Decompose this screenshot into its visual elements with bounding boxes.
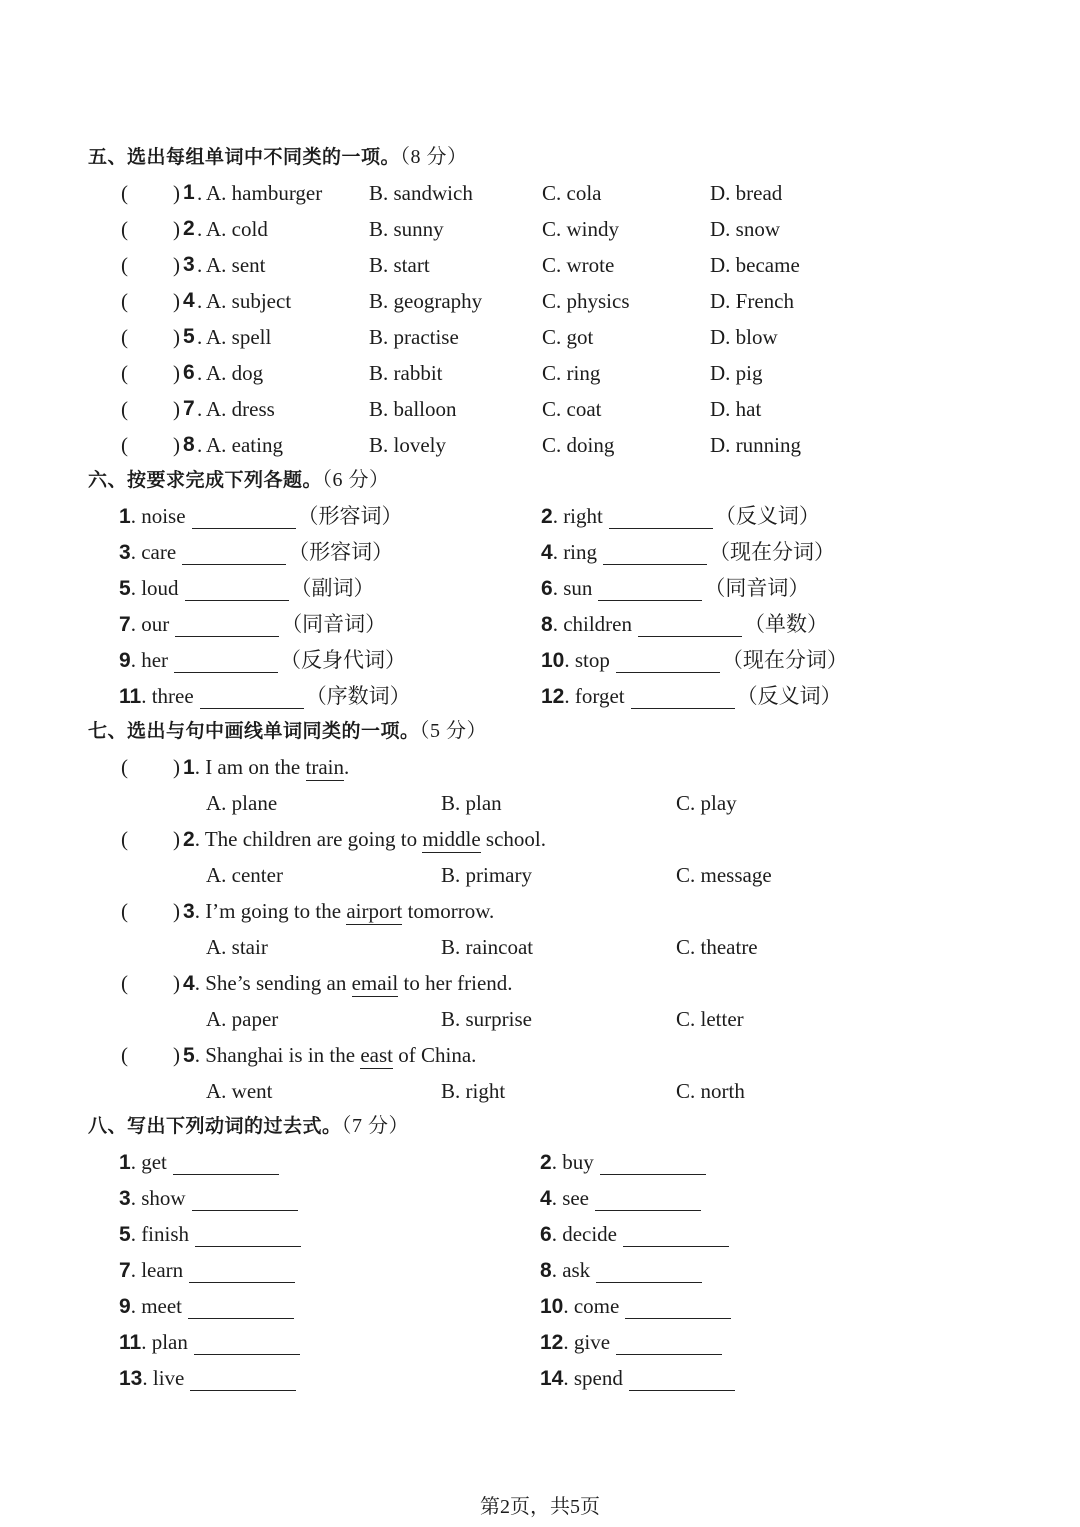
answer-blank[interactable] xyxy=(631,684,735,709)
item-number: 6 xyxy=(541,577,553,600)
option-c: C. got xyxy=(542,325,594,349)
item-number: 13 xyxy=(119,1367,143,1390)
item-requirement: （形容词） xyxy=(288,540,394,564)
close-paren: ) xyxy=(173,755,180,779)
sentence-end: to her friend. xyxy=(398,971,513,995)
underlined-word: middle xyxy=(422,827,481,851)
answer-blank[interactable] xyxy=(192,504,296,529)
item-number: 10 xyxy=(540,1295,564,1318)
answer-blank[interactable] xyxy=(192,1186,298,1211)
section-5-title: 五、选出每组单词中不同类的一项。 xyxy=(88,146,401,168)
item-number: 3 xyxy=(119,541,131,564)
item-word: finish xyxy=(141,1222,190,1246)
fill-item xyxy=(119,642,406,678)
answer-blank[interactable] xyxy=(194,1330,300,1355)
item-number: 9 xyxy=(119,1295,131,1318)
underlined-word: east xyxy=(360,1043,393,1067)
question-number: 2 xyxy=(183,217,195,240)
answer-blank[interactable] xyxy=(189,1258,295,1283)
option-c: C. physics xyxy=(542,289,630,313)
item-word: our xyxy=(141,612,170,636)
number-dot: . xyxy=(194,1043,206,1067)
close-paren: ) xyxy=(173,433,180,457)
item-word: learn xyxy=(141,1258,184,1282)
item-word: her xyxy=(141,648,169,672)
number-dot: . xyxy=(141,684,152,708)
number-dot: . xyxy=(197,433,203,457)
section-5-heading xyxy=(88,139,468,175)
item-number: 5 xyxy=(119,577,131,600)
section-7-heading xyxy=(88,713,487,749)
number-dot: . xyxy=(552,612,564,636)
item-word: give xyxy=(573,1330,611,1354)
close-paren: ) xyxy=(173,827,180,851)
answer-blank[interactable] xyxy=(173,1150,279,1175)
item-word: ring xyxy=(563,540,598,564)
item-word: noise xyxy=(141,504,186,528)
answer-blank[interactable] xyxy=(600,1150,706,1175)
underlined-word: train xyxy=(305,755,344,779)
answer-blank[interactable] xyxy=(130,247,172,283)
option-c: C. doing xyxy=(542,433,615,457)
item-word: children xyxy=(563,612,632,636)
option-b: B. right xyxy=(441,1079,506,1103)
section-7-score: （5 分） xyxy=(419,720,488,742)
item-word: meet xyxy=(141,1294,182,1318)
sentence-start: She’s sending an xyxy=(205,971,352,995)
sentence-end: . xyxy=(343,755,350,779)
number-dot: . xyxy=(194,971,206,995)
answer-blank[interactable] xyxy=(596,1258,702,1283)
verb-item xyxy=(540,1180,703,1216)
item-word: get xyxy=(141,1150,167,1174)
verb-item xyxy=(119,1360,298,1396)
item-number: 12 xyxy=(541,685,565,708)
underlined-word: airport xyxy=(346,899,403,923)
item-requirement: （反身代词） xyxy=(280,648,407,672)
option-b: B. rabbit xyxy=(369,361,443,385)
item-number: 2 xyxy=(541,505,553,528)
question-number: 4 xyxy=(183,972,195,995)
number-dot: . xyxy=(197,181,203,205)
option-b: B. sandwich xyxy=(369,181,473,205)
option-c: C. letter xyxy=(676,1007,744,1031)
underlined-word: email xyxy=(351,971,399,995)
number-dot: . xyxy=(564,648,575,672)
verb-item xyxy=(119,1144,281,1180)
section-8-title: 八、写出下列动词的过去式。 xyxy=(88,1115,342,1137)
item-number: 3 xyxy=(119,1187,131,1210)
sentence-start: Shanghai is in the xyxy=(205,1043,361,1067)
option-a: A. sent xyxy=(206,253,266,277)
fill-item xyxy=(119,606,386,642)
number-dot: . xyxy=(551,1186,563,1210)
number-dot: . xyxy=(130,1150,142,1174)
open-paren: ( xyxy=(121,217,128,241)
option-c: C. theatre xyxy=(676,935,758,959)
open-paren: ( xyxy=(121,181,128,205)
question-sentence xyxy=(183,821,546,857)
number-dot: . xyxy=(130,576,142,600)
close-paren: ) xyxy=(173,217,180,241)
answer-blank[interactable] xyxy=(130,175,172,211)
number-dot: . xyxy=(194,827,205,851)
section-6-title: 六、按要求完成下列各题。 xyxy=(88,469,323,491)
answer-blank[interactable] xyxy=(595,1186,701,1211)
question-number: 4 xyxy=(183,289,195,312)
question-number: 6 xyxy=(183,361,195,384)
item-word: decide xyxy=(562,1222,617,1246)
option-b: B. practise xyxy=(369,325,459,349)
number-dot: . xyxy=(563,1294,574,1318)
section-8-heading xyxy=(88,1108,409,1144)
sentence-end: tomorrow. xyxy=(402,899,495,923)
section-5-score: （8 分） xyxy=(400,146,468,168)
number-dot: . xyxy=(130,1258,142,1282)
number-dot: . xyxy=(551,1258,563,1282)
answer-blank[interactable] xyxy=(623,1222,729,1247)
answer-blank[interactable] xyxy=(130,211,172,247)
option-b: B. lovely xyxy=(369,433,446,457)
question-number: 3 xyxy=(183,900,195,923)
open-paren: ( xyxy=(121,1043,128,1067)
section-8-score: （7 分） xyxy=(341,1115,410,1137)
verb-item xyxy=(119,1180,300,1216)
option-c: C. ring xyxy=(542,361,601,385)
option-d: D. bread xyxy=(710,181,783,205)
question-number: 1 xyxy=(183,181,195,204)
number-dot: . xyxy=(552,576,564,600)
option-a: A. eating xyxy=(206,433,283,457)
answer-blank[interactable] xyxy=(130,355,172,391)
item-word: stop xyxy=(574,648,610,672)
answer-blank[interactable] xyxy=(195,1222,301,1247)
answer-blank[interactable] xyxy=(598,576,702,601)
item-number: 2 xyxy=(540,1151,552,1174)
verb-item xyxy=(540,1252,704,1288)
option-b: B. surprise xyxy=(441,1007,532,1031)
verb-item xyxy=(119,1252,297,1288)
question-number: 5 xyxy=(183,325,195,348)
number-dot: . xyxy=(551,1222,563,1246)
option-c: C. cola xyxy=(542,181,602,205)
option-b: B. raincoat xyxy=(441,935,534,959)
item-word: live xyxy=(152,1366,185,1390)
question-sentence xyxy=(183,1037,476,1073)
item-word: see xyxy=(562,1186,590,1210)
item-requirement: （现在分词） xyxy=(721,648,848,672)
number-dot: . xyxy=(141,1330,152,1354)
verb-item xyxy=(540,1324,724,1360)
question-number: 8 xyxy=(183,433,195,456)
item-requirement: （现在分词） xyxy=(709,540,836,564)
option-d: D. pig xyxy=(710,361,763,385)
answer-blank[interactable] xyxy=(638,612,742,637)
question-number: 1 xyxy=(183,756,195,779)
section-6-score: （6 分） xyxy=(322,469,390,491)
option-a: A. went xyxy=(206,1079,273,1103)
sentence-start: I’m going to the xyxy=(205,899,347,923)
item-requirement: （反义词） xyxy=(736,684,842,708)
option-c: C. message xyxy=(676,863,772,887)
option-a: A. cold xyxy=(206,217,268,241)
item-requirement: （形容词） xyxy=(297,504,403,528)
number-dot: . xyxy=(197,325,203,349)
number-dot: . xyxy=(563,1330,574,1354)
option-d: D. blow xyxy=(710,325,778,349)
number-dot: . xyxy=(130,540,142,564)
item-number: 10 xyxy=(541,649,565,672)
number-dot: . xyxy=(130,1186,142,1210)
item-number: 6 xyxy=(540,1223,552,1246)
item-requirement: （反义词） xyxy=(714,504,820,528)
answer-blank[interactable] xyxy=(130,391,172,427)
option-b: B. sunny xyxy=(369,217,444,241)
answer-blank[interactable] xyxy=(130,283,172,319)
option-a: A. subject xyxy=(206,289,292,313)
open-paren: ( xyxy=(121,325,128,349)
fill-item xyxy=(541,642,848,678)
number-dot: . xyxy=(552,540,564,564)
answer-blank[interactable] xyxy=(609,504,713,529)
answer-blank[interactable] xyxy=(130,319,172,355)
verb-item xyxy=(540,1360,737,1396)
close-paren: ) xyxy=(173,899,180,923)
option-c: C. play xyxy=(676,791,737,815)
item-number: 11 xyxy=(119,1331,142,1354)
item-requirement: （同音词） xyxy=(704,576,810,600)
fill-item xyxy=(119,534,393,570)
item-number: 11 xyxy=(119,685,142,708)
option-a: A. dog xyxy=(206,361,264,385)
number-dot: . xyxy=(130,1294,142,1318)
open-paren: ( xyxy=(121,289,128,313)
option-c: C. coat xyxy=(542,397,602,421)
fill-item xyxy=(541,498,820,534)
item-number: 8 xyxy=(541,613,553,636)
fill-item xyxy=(541,606,828,642)
number-dot: . xyxy=(142,1366,153,1390)
open-paren: ( xyxy=(121,253,128,277)
answer-blank[interactable] xyxy=(625,1294,731,1319)
option-d: D. French xyxy=(710,289,794,313)
option-a: A. paper xyxy=(206,1007,279,1031)
item-requirement: （序数词） xyxy=(305,684,411,708)
item-number: 9 xyxy=(119,649,131,672)
item-word: plan xyxy=(151,1330,188,1354)
option-a: A. hamburger xyxy=(206,181,323,205)
close-paren: ) xyxy=(173,325,180,349)
number-dot: . xyxy=(130,648,142,672)
item-word: forget xyxy=(574,684,625,708)
verb-item xyxy=(119,1216,303,1252)
verb-item xyxy=(540,1216,731,1252)
open-paren: ( xyxy=(121,433,128,457)
number-dot: . xyxy=(197,289,203,313)
section-6-heading xyxy=(88,462,390,498)
verb-item xyxy=(119,1324,302,1360)
answer-blank[interactable] xyxy=(185,576,289,601)
item-number: 1 xyxy=(119,1151,131,1174)
option-a: A. center xyxy=(206,863,283,887)
answer-blank[interactable] xyxy=(616,648,720,673)
item-requirement: （副词） xyxy=(290,576,375,600)
question-number: 2 xyxy=(183,828,195,851)
answer-blank[interactable] xyxy=(130,821,172,857)
question-number: 3 xyxy=(183,253,195,276)
number-dot: . xyxy=(197,397,203,421)
answer-blank[interactable] xyxy=(130,749,172,785)
open-paren: ( xyxy=(121,971,128,995)
answer-blank[interactable] xyxy=(190,1366,296,1391)
item-word: sun xyxy=(563,576,593,600)
answer-blank[interactable] xyxy=(188,1294,294,1319)
close-paren: ) xyxy=(173,397,180,421)
verb-item xyxy=(119,1288,296,1324)
item-word: loud xyxy=(141,576,179,600)
option-c: C. north xyxy=(676,1079,745,1103)
option-b: B. start xyxy=(369,253,430,277)
item-word: spend xyxy=(573,1366,623,1390)
sentence-end: of China. xyxy=(393,1043,477,1067)
answer-blank[interactable] xyxy=(616,1330,722,1355)
item-number: 8 xyxy=(540,1259,552,1282)
open-paren: ( xyxy=(121,899,128,923)
item-number: 12 xyxy=(540,1331,564,1354)
answer-blank[interactable] xyxy=(130,965,172,1001)
number-dot: . xyxy=(130,1222,142,1246)
number-dot: . xyxy=(551,1150,563,1174)
close-paren: ) xyxy=(173,181,180,205)
question-number: 7 xyxy=(183,397,195,420)
answer-blank[interactable] xyxy=(174,648,278,673)
item-number: 14 xyxy=(540,1367,564,1390)
fill-item xyxy=(541,534,835,570)
option-b: B. balloon xyxy=(369,397,457,421)
item-number: 4 xyxy=(541,541,553,564)
option-d: D. became xyxy=(710,253,800,277)
close-paren: ) xyxy=(173,289,180,313)
fill-item xyxy=(541,678,842,714)
number-dot: . xyxy=(130,504,142,528)
option-a: A. stair xyxy=(206,935,268,959)
fill-item xyxy=(119,570,375,606)
answer-blank[interactable] xyxy=(182,540,286,565)
item-word: care xyxy=(141,540,177,564)
open-paren: ( xyxy=(121,827,128,851)
item-number: 7 xyxy=(119,1259,131,1282)
answer-blank[interactable] xyxy=(603,540,707,565)
answer-blank[interactable] xyxy=(130,893,172,929)
number-dot: . xyxy=(197,361,203,385)
answer-blank[interactable] xyxy=(629,1366,735,1391)
option-b: B. primary xyxy=(441,863,532,887)
item-requirement: （同音词） xyxy=(281,612,387,636)
close-paren: ) xyxy=(173,1043,180,1067)
option-a: A. plane xyxy=(206,791,278,815)
item-word: buy xyxy=(562,1150,594,1174)
option-b: B. geography xyxy=(369,289,483,313)
item-word: come xyxy=(573,1294,620,1318)
option-d: D. running xyxy=(710,433,801,457)
item-number: 7 xyxy=(119,613,131,636)
question-number: 5 xyxy=(183,1044,195,1067)
question-sentence xyxy=(183,749,349,785)
section-7-title: 七、选出与句中画线单词同类的一项。 xyxy=(88,720,420,742)
answer-blank[interactable] xyxy=(130,427,172,463)
sentence-end: school. xyxy=(480,827,546,851)
number-dot: . xyxy=(197,217,203,241)
fill-item xyxy=(541,570,809,606)
number-dot: . xyxy=(130,612,142,636)
open-paren: ( xyxy=(121,361,128,385)
answer-blank[interactable] xyxy=(130,1037,172,1073)
number-dot: . xyxy=(194,755,206,779)
item-requirement: （单数） xyxy=(744,612,828,636)
item-number: 5 xyxy=(119,1223,131,1246)
answer-blank[interactable] xyxy=(175,612,279,637)
item-word: right xyxy=(563,504,603,528)
option-a: A. dress xyxy=(206,397,275,421)
answer-blank[interactable] xyxy=(200,684,304,709)
number-dot: . xyxy=(194,899,206,923)
item-word: three xyxy=(151,684,194,708)
open-paren: ( xyxy=(121,755,128,779)
option-b: B. plan xyxy=(441,791,502,815)
option-a: A. spell xyxy=(206,325,272,349)
item-word: show xyxy=(141,1186,186,1210)
item-number: 1 xyxy=(119,505,131,528)
close-paren: ) xyxy=(173,361,180,385)
item-number: 4 xyxy=(540,1187,552,1210)
close-paren: ) xyxy=(173,253,180,277)
number-dot: . xyxy=(563,1366,574,1390)
option-c: C. windy xyxy=(542,217,620,241)
verb-item xyxy=(540,1288,733,1324)
open-paren: ( xyxy=(121,397,128,421)
fill-item xyxy=(119,678,411,714)
item-word: ask xyxy=(562,1258,591,1282)
close-paren: ) xyxy=(173,971,180,995)
verb-item xyxy=(540,1144,708,1180)
sentence-start: The children are going to xyxy=(204,827,423,851)
page-footer: 第2页，共5页 xyxy=(480,1496,600,1518)
option-d: D. hat xyxy=(710,397,762,421)
fill-item xyxy=(119,498,403,534)
number-dot: . xyxy=(552,504,564,528)
question-sentence xyxy=(183,965,513,1001)
sentence-start: I am on the xyxy=(205,755,306,779)
question-sentence xyxy=(183,893,494,929)
number-dot: . xyxy=(564,684,575,708)
option-c: C. wrote xyxy=(542,253,615,277)
option-d: D. snow xyxy=(710,217,781,241)
number-dot: . xyxy=(197,253,203,277)
